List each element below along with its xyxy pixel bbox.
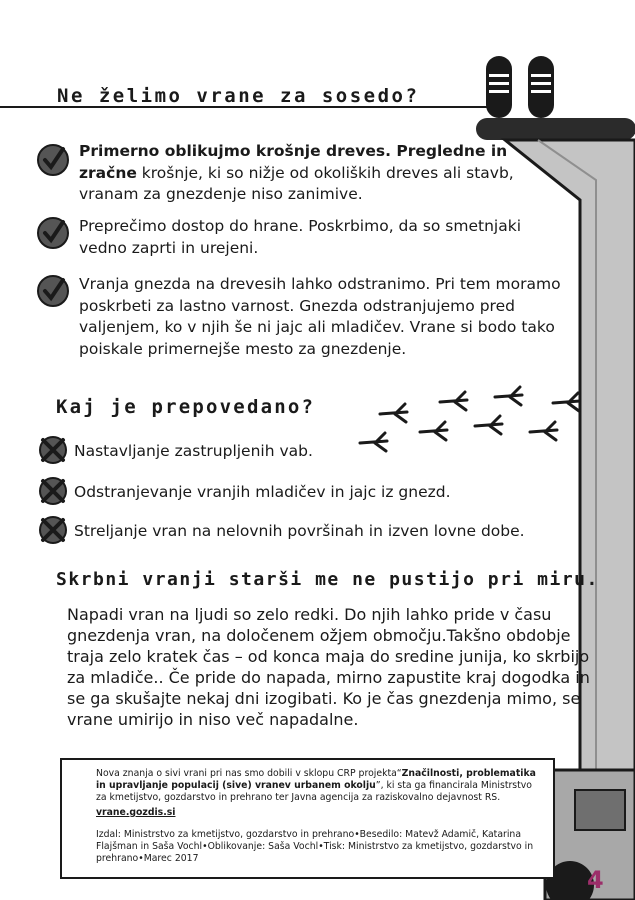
website-link[interactable]: vrane.gozdis.si — [96, 806, 176, 818]
list-item — [36, 141, 596, 206]
section1-title: Ne želimo vrane za sosedo? — [57, 85, 420, 107]
list-item-text: Vranja gnezda na drevesih lahko odstranimo. Pri tem moramo poskrbeti za lastno varnost. Gnezda odstranjujemo pred valjenjem, ko v njih še ni jajc ali mladičev. Vrane si bodo tako poiskale primernejše mesto za gnezdenje. — [79, 275, 561, 358]
list-item-text: Streljanje vran na nelovnih površinah in izven lovne dobe. — [74, 522, 525, 540]
project-note: Nova znanja o sivi vrani pri nas smo dobili v sklopu CRP projekta“Značilnosti, problematika in upravljanje populacij (sive) vranev urbanem okolju”, ki sta ga financirala Ministrstvo za kmetijstvo, gozdarstvo in prehrano ter Javna agencija za raziskovalno dejavnost RS. — [96, 768, 536, 804]
cross-icon — [38, 435, 68, 465]
list-item — [36, 274, 596, 360]
section3-paragraph: Napadi vran na ljudi so zelo redki. Do njih lahko pride v času gnezdenja vran, na določenem ožjem območju.Takšno obdobje traja zelo kratek čas – od konca maja do sredine junija, ko skrbijo za mladiče.. Če pride do napada, mirno zapustite kraj dogodka in se ga skušajte nekaj dni izogibati. Ko je čas gnezdenja mimo, se vrane umirijo in niso več napadalne. — [67, 605, 590, 729]
list-item — [38, 435, 538, 465]
list-item-text: Nastavljanje zastrupljenih vab. — [74, 442, 313, 460]
list-item-text: Odstranjevanje vranjih mladičev in jajc iz gnezd. — [74, 483, 451, 501]
shoes-icon — [486, 56, 554, 118]
list-item — [38, 476, 578, 506]
section2-title: Kaj je prepovedano? — [56, 396, 316, 418]
checkmark-icon — [36, 143, 70, 177]
checkmark-icon — [36, 216, 70, 250]
list-item-text: Preprečimo dostop do hrane. Poskrbimo, da so smetnjaki vedno zaprti in urejeni. — [79, 217, 521, 257]
list-item — [38, 515, 578, 545]
info-box — [60, 758, 555, 879]
cross-icon — [38, 476, 68, 506]
list-item — [36, 216, 596, 259]
cross-icon — [38, 515, 68, 545]
credits: Izdal: Ministrstvo za kmetijstvo, gozdarstvo in prehrano•Besedilo: Matevž Adamič, Katarina Flajšman in Saša Vochl•Oblikovanje: Saša Vochl•Tisk: Ministrstvo za kmetijstvo, gozdarstvo in prehrano•Marec 2017 — [96, 828, 534, 865]
page-number: 4 — [587, 866, 604, 894]
list-item-text: Primerno oblikujmo krošnje dreves. Pregledne in zračne krošnje, ki so nižje od okoliških dreves ali stavb, vranam za gnezdenje niso zanimive. — [79, 142, 514, 203]
section3-title: Skrbni vranji starši me ne pustijo pri miru. — [56, 569, 599, 590]
checkmark-icon — [36, 274, 70, 308]
